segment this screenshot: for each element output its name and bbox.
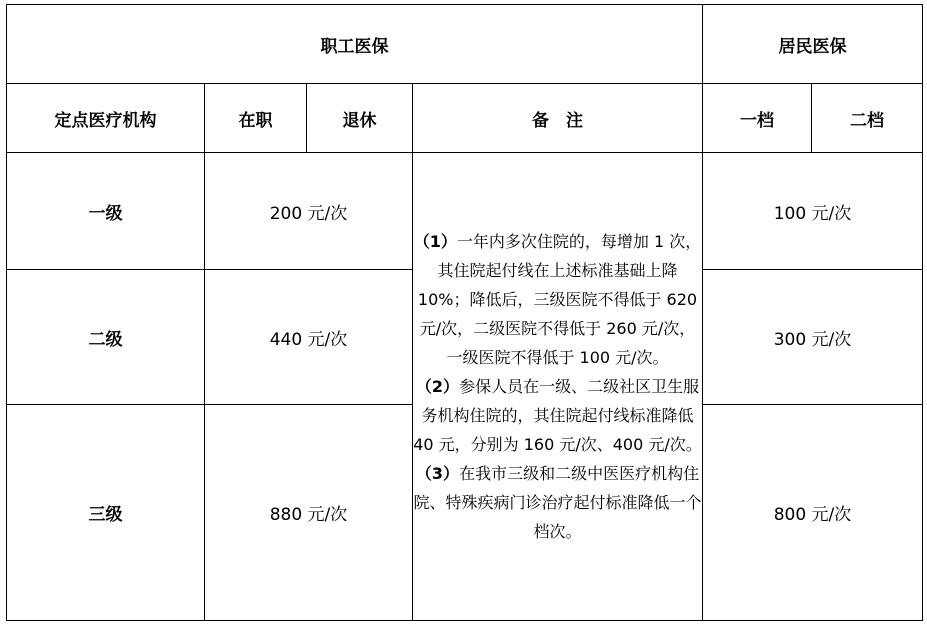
resident-deductible: 300 元/次: [703, 270, 923, 405]
note-item: [413, 372, 702, 459]
subheader-row: [7, 84, 923, 153]
notes-cell: [413, 153, 703, 621]
resident-deductible: 800 元/次: [703, 405, 923, 621]
note-text: 一年内多次住院的，每增加 1 次，其住院起付线在上述标准基础上降 10%；降低后，三级医院不得低于 620 元/次，二级医院不得低于 260 元/次，一级医院不得低于 100 元/次。: [417, 232, 702, 367]
level-label: 三级: [7, 405, 205, 621]
note-item: [413, 227, 702, 372]
level-label: 一级: [7, 153, 205, 270]
table-row: [7, 153, 923, 270]
employee-deductible: 200 元/次: [205, 153, 413, 270]
employee-deductible: 880 元/次: [205, 405, 413, 621]
level-label: 二级: [7, 270, 205, 405]
employed-header: 在职: [205, 84, 307, 153]
institution-header: 定点医疗机构: [7, 84, 205, 153]
tier-two-header: 二档: [812, 84, 923, 153]
notes-header: 备 注: [413, 84, 703, 153]
note-text: 参保人员在一级、二级社区卫生服务机构住院的，其住院起付线标准降低 40 元，分别为 160 元/次、400 元/次。: [413, 377, 702, 454]
note-number: （2）: [415, 377, 460, 396]
employee-insurance-header: 职工医保: [7, 5, 703, 84]
employee-deductible: 440 元/次: [205, 270, 413, 405]
note-number: （3）: [415, 464, 460, 483]
tier-one-header: 一档: [703, 84, 812, 153]
deductible-table: [6, 4, 923, 621]
note-item: [413, 459, 702, 546]
note-number: （1）: [413, 232, 457, 251]
note-text: 在我市三级和二级中医医疗机构住院、特殊疾病门诊治疗起付标准降低一个档次。: [413, 464, 702, 541]
notes-text: [413, 227, 702, 546]
header-row: [7, 5, 923, 84]
resident-deductible: 100 元/次: [703, 153, 923, 270]
resident-insurance-header: 居民医保: [703, 5, 923, 84]
retired-header: 退休: [307, 84, 413, 153]
